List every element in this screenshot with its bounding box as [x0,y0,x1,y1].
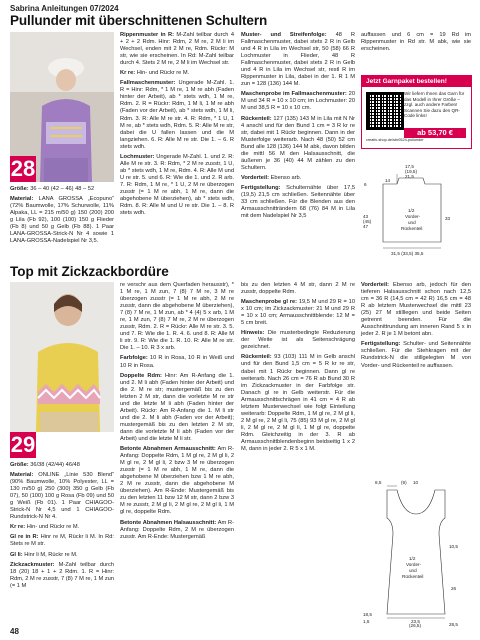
paragraph: Rückenteil: 127 (135) 143 M in Lila mit N Nr 4 anschl und für den Bund 1 cm = 3 R kr re str, dabei mit 1 Rückr beginnen. Dann in der Musterfolge weiterarb. Nach 48 (50) 52 cm Bund alle 128 (136) 144 M abk, davon bilden die mittl 56 M den Halsausschnitt, die äußeren je 36 (40) 44 M zählen zu den Schultern. [241,115,355,171]
paragraph: Vorderteil: Ebenso arb. [241,174,302,181]
yarn-promo-box [361,75,472,149]
promo-text: Wir liefern Ihnen das Garn für das Modell in Ihrer Größe – zzgl. auch andere Farben! Scannen Sie dazu den QR-Code links! [404,91,465,119]
section-29-title: Top mit Zickzackbordüre [10,264,169,279]
dim-label: 17,5 [405,164,414,169]
dim-label: 31,5 (33,5) 35,5 [391,251,424,256]
photo-top [10,282,114,432]
paragraph: bis zu den letzten 4 M str, dann 2 M re zusstr, doppelte Rdm. [241,282,355,296]
section-29-col4 [361,282,471,373]
section-28-col3 [241,32,355,223]
paragraph: Maschenprobe im Fallmaschenmuster: 20 M und 34 R = 10 x 10 cm; im Lochmuster: 20 M und 38,5 R = 10 x 10 cm. [241,91,355,112]
paragraph: Material: ONLINE „Linie 530 Blend“ (90% Baumwolle, 10% Polyester, LL = 130 m/50 g) 250 (300) 350 g Gelb (Fb 07), 50 (100) 100 g Rosa (Fb 09) und 50 g Weiß (Fb 01). 1 Paar CHIAGOO-Strick-N Nr 4,5 und 1 CHIAGOO-Rundstrick-N Nr 4. [10,472,114,521]
paragraph: Gl re in R: Hinr re M, Rückr li M. In Rd: Stets re M str. [10,534,114,548]
piece-label: und [408,220,416,225]
dim-label: 10,5 [449,544,458,549]
paragraph: Größe: 36/38 (42/44) 46/48 [10,462,80,468]
section-29-col1 [10,462,114,593]
dim-label: 47 [363,224,369,229]
paragraph: Fertigstellung: Schulternähte über 17,5 (19,5) 21,5 cm schließen. Seitennähte über 33 cm schließen. Für die Blenden aus den Armausschnitträndern 68 (76) 84 M in Lila mit dem Nadelspiel Nr 3,5 [241,184,355,220]
dim-label: (45) [363,219,372,224]
promo-price[interactable]: ab 53,70 € [404,128,466,138]
pattern-number-badge: 28 [10,156,36,181]
dim-label: 33 [445,216,451,221]
paragraph: Betonte Abnahmen Armausschnitt: Am R-Anfang: Doppelte Rdm, 1 M gl re, 2 M gl li, 2 M gl re, 2 M gl li, 2 bzw 3 M re überzogen zusstr (= 1 M re abh, 1 M re, dann die abgehobene M überziehen bzw 1 M re abh, 2 M re zusstr, dann die abgehobene M überziehen). Am R-Ende: Mustergemäß bis zu den letzten 11 bzw 12 M str, dann 2 bzw 3 M re zusstr, 2 M gl li, 2 M gl re, 2 M gl li, 1 M gl re, doppelte Rdm. [120,446,234,516]
paragraph: Fertigstellung: Schulter- und Seitennähte schließen. Für die Stehkragen mit der Rundstrick-N die stillgelegten M von Vorder- und Rückenteil re auffassen. [361,341,471,369]
paragraph: Größe: 36 – 40 (42 – 46) 48 – 52 [10,186,95,192]
dim-label: (26,5) [409,623,422,628]
paragraph: Kr re: Hin- und Rückr re M. [10,524,80,531]
paragraph: Betonte Abnahmen Halsausschnitt: Am R-Anfang: Doppelte Rdm, 2 M re überzogen zusstr. Am R-Ende: Mustergemäß [120,519,234,540]
section-28-col4 [361,32,471,56]
section-28-col1 [10,186,114,248]
dim-label: 21,5 [405,174,414,179]
section-28-col2 [120,32,234,220]
paragraph: Doppelte Rdm: Hinr: Am R-Anfang die 1. und 2. M li abh (Faden hinter der Arbeit) und die 2. M re str; mustergemäß bis zu den letzten 2 M str, dann die vorletzte M re str und die letzte M li abh (Faden hinter der Arbeit). Rückr: Am R-Anfang die 1. M li str und die 2. M li abh (Faden vor der Arbeit); mustergemäß bis zu den letzten 2 M str, dann die vorletzte M li abh (Faden vor der Arbeit) und die letzte M li str. [120,372,234,442]
piece-label: Rückenteil [401,226,423,231]
paragraph: Farbfolge: 10 R in Rosa, 10 R in Weiß und 10 R in Rosa. [120,355,234,369]
section-29-col3 [241,282,355,456]
pattern-number-badge: 29 [10,432,36,457]
qr-code-icon[interactable] [366,92,404,130]
piece-label: 1/2 [408,208,415,213]
paragraph: auffassen und 6 cm = 19 Rd im Rippenmuster in Rd str. M abk, wie sie erscheinen. [361,32,471,53]
dim-label: 18,5 [363,612,372,617]
paragraph: Lochmuster: Ungerade M-Zahl. 1. und 2. R: Alle M re str. 3. R: Rdm, * 2 M re zusstr, 1 U, ab * stets wdh, 1 M re, Rdm. 4. R: Alle M und U re str. 5. und 6. R: Wie die 1. und 2. R arb. 7. R: Rdm, 1 M re, * 1 U, 2 M re überzogen zusstr (= 1 M re abh, 1 M re, dann die abgehobene M überziehen), ab * stets wdh, Rdm. 8. R: Alle M und U re str. Die 1. – 8. R stets wdh. [120,153,234,217]
schematic-diagram-29 [361,478,471,628]
paragraph: Vorderteil: Ebenso arb, jedoch für den tieferen Halsausschnitt schon nach 12,5 cm = 36 R (14,5 cm = 42 R) 16,5 cm = 48 R ab letztem Musterwechsel die mittl 23 (25) 27 M stilllegen und beide Seiten getrennt beenden. Für die Ausschnittrundung am inneren Rand 5 x in jeder 2. R je 1 M betont abn. [361,282,471,338]
paragraph: Rückenteil: 93 (103) 111 M in Gelb anschl und für den Bund 1,5 cm = 5 R kr re str, dabei mit 1 Rückr beginnen. Dann gl re weiterarb. Nach 26 cm = 76 R ab Bund 30 R im Zickzackmuster in der Farbfolge str. Danach gl re in Gelb weiterstr. Für die Armausschnittschrägen in 41 cm = 4 R ab letztem Musterwechsel wie folgt Einteilung weiterarb: Doppelte Rdm, 1 M gl re, 2 M gl li, 2 M gl re, 2 M gl li, 75 (85) 93 M gl re, 2 M gl li, 2 M gl re, 2 M gl li, 1 M gl re, doppelte Rdm. Gleichzeitig in der 3. R ab Armausschnittblendenbeginn beidseitig 1 x 2 M, dann in jeder 2. R 5 x 1 M. [241,354,355,453]
section-28-title: Pullunder mit überschnittenen Schultern [10,13,268,28]
dim-label: 43 [363,214,369,219]
piece-label: Vorder- [406,562,422,567]
piece-label: und [409,568,417,573]
schematic-diagram-28 [361,160,471,260]
paragraph: Hinweis: Die musterbedingte Reduzierung der Weite ist als Seitenschrägung gezeichnet. [241,330,355,351]
page-number: 48 [10,627,19,636]
paragraph: Muster- und Streifenfolge: 48 R Fallmaschenmuster, dabei stets 2 R in Gelb und 4 R in Lila im Wechsel str, 50 (58) 66 R Lochmuster in Flieder, 48 R Fallmaschenmuster, dabei stets 2 R in Gelb und 4 R in Lila im Wechsel str, restl R im Rippenmuster in Lila, dabei in der 1. R 1 M zun = 128 (136) 144 M. [241,32,355,88]
paragraph: Kr re: Hin- und Rückr re M. [120,70,190,77]
dim-label: 14 [385,178,391,183]
dim-label: (9) [401,480,407,485]
paragraph: Maschenprobe gl re: 19,5 M und 29 R = 10 x 10 cm; im Zickzackmuster: 21 M und 29 R = 10 x 10 cm; Armausschnittblende: 12 M = 5 cm breit. [241,299,355,327]
dim-label: 1,5 [363,619,370,624]
dim-label: 23,5 [411,619,420,624]
paragraph: Gl li: Hinr li M, Rückr re M. [10,551,78,558]
paragraph: Rippenmuster in R: M-Zahl teilbar durch 4 + 2 + 2 Rdm. Hinr: Rdm, 2 M re, 2 M li im Wechsel, enden mit 2 M re, Rdm. Rückr: M str, wie sie erscheinen. In Rd: M-Zahl teilbar durch 4. Stets 2 M re, 2 M li im Wechsel str. [120,32,234,67]
issue-label: Sabrina Anleitungen 07/2024 [10,4,119,13]
paragraph: re verschr aus dem Querfaden herausstr), * 1 M re, 1 M zun, 7 (8) 7 M re, 3 M re überzogen zusstr (= 1 M re abh, 2 M re zusstr, dann die abgehobene M überziehen), 7 (8) 7 M re, 1 M zun, ab * 4 (4) 5 x arb, 1 M re, 1 M zun, 7 (8) 7 M re, 2 M re überzogen zusstr, Rdm. 2. R = Rückr: Alle M re str. 3. 5. und 7. R: Wie die 1. R. 4. 6. und 8. R: Alle M li str. 9. R: Wie die 1. R. 10. R: Alle M re str. Die 1. – 10. R 3 x arb. [120,282,234,352]
piece-label: Rückenteil [402,574,424,579]
paragraph: Zickzackmuster: M-Zahl teilbar durch 18 (20) 18 + 1 + 2 Rdm. 1. R = Hinr: Rdm, 2 M re zusstr, 7 (8) 7 M re, 1 M zun (= 1 M [10,561,114,589]
promo-url[interactable]: creativ-shop.de/sbr0524-pullunder [366,138,424,142]
dim-label: 6 [364,182,367,187]
paragraph: Material: LANA GROSSA „Ecopuno“ (72% Baumwolle, 17% Schurwolle, 11% Alpaka, LL = 215 m/50 g) 150 (200) 200 g Lila (Fb 92), 100 (100) 150 g Flieder (Fb 8) und 50 g Gelb (Fb 88). 1 Paar LANA-GROSSA-Strick-N Nr 4 sowie 1 LANA-GROSSA-Nadelspiel Nr 3,5. [10,196,114,245]
section-29-col2 [120,282,234,544]
dim-label: 28,5 [449,622,458,627]
paragraph: Fallmaschenmuster: Ungerade M-Zahl. 1. R = Hinr: Rdm, * 1 M re, 1 M re abh (Faden hinter der Arbeit), ab * stets wdh, 1 M re, Rdm. 2. R = Rückr: Rdm, 1 M li, 1 M re abh (Faden vor der Arbeit), ab * stets wdh, 1 M li, Rdm. 3. R: Alle M re str. 4. R: Rdm, * 1 U, 1 M re, ab * stets wdh, Rdm. 5. R: Alle M re str, dabei die U fallen lassen und die M langziehen. 6. R: Alle M re str. Die 1. – 6. R stets wdh. [120,80,234,150]
dim-label: 8,5 [375,480,382,485]
dim-label: 26 [451,586,457,591]
piece-label: Vorder- [405,214,421,219]
promo-title: Jetzt Garnpaket bestellen! [362,76,471,87]
dim-label: (19,5) [405,169,418,174]
piece-label: 1/2 [409,556,416,561]
dim-label: 10 [413,480,419,485]
